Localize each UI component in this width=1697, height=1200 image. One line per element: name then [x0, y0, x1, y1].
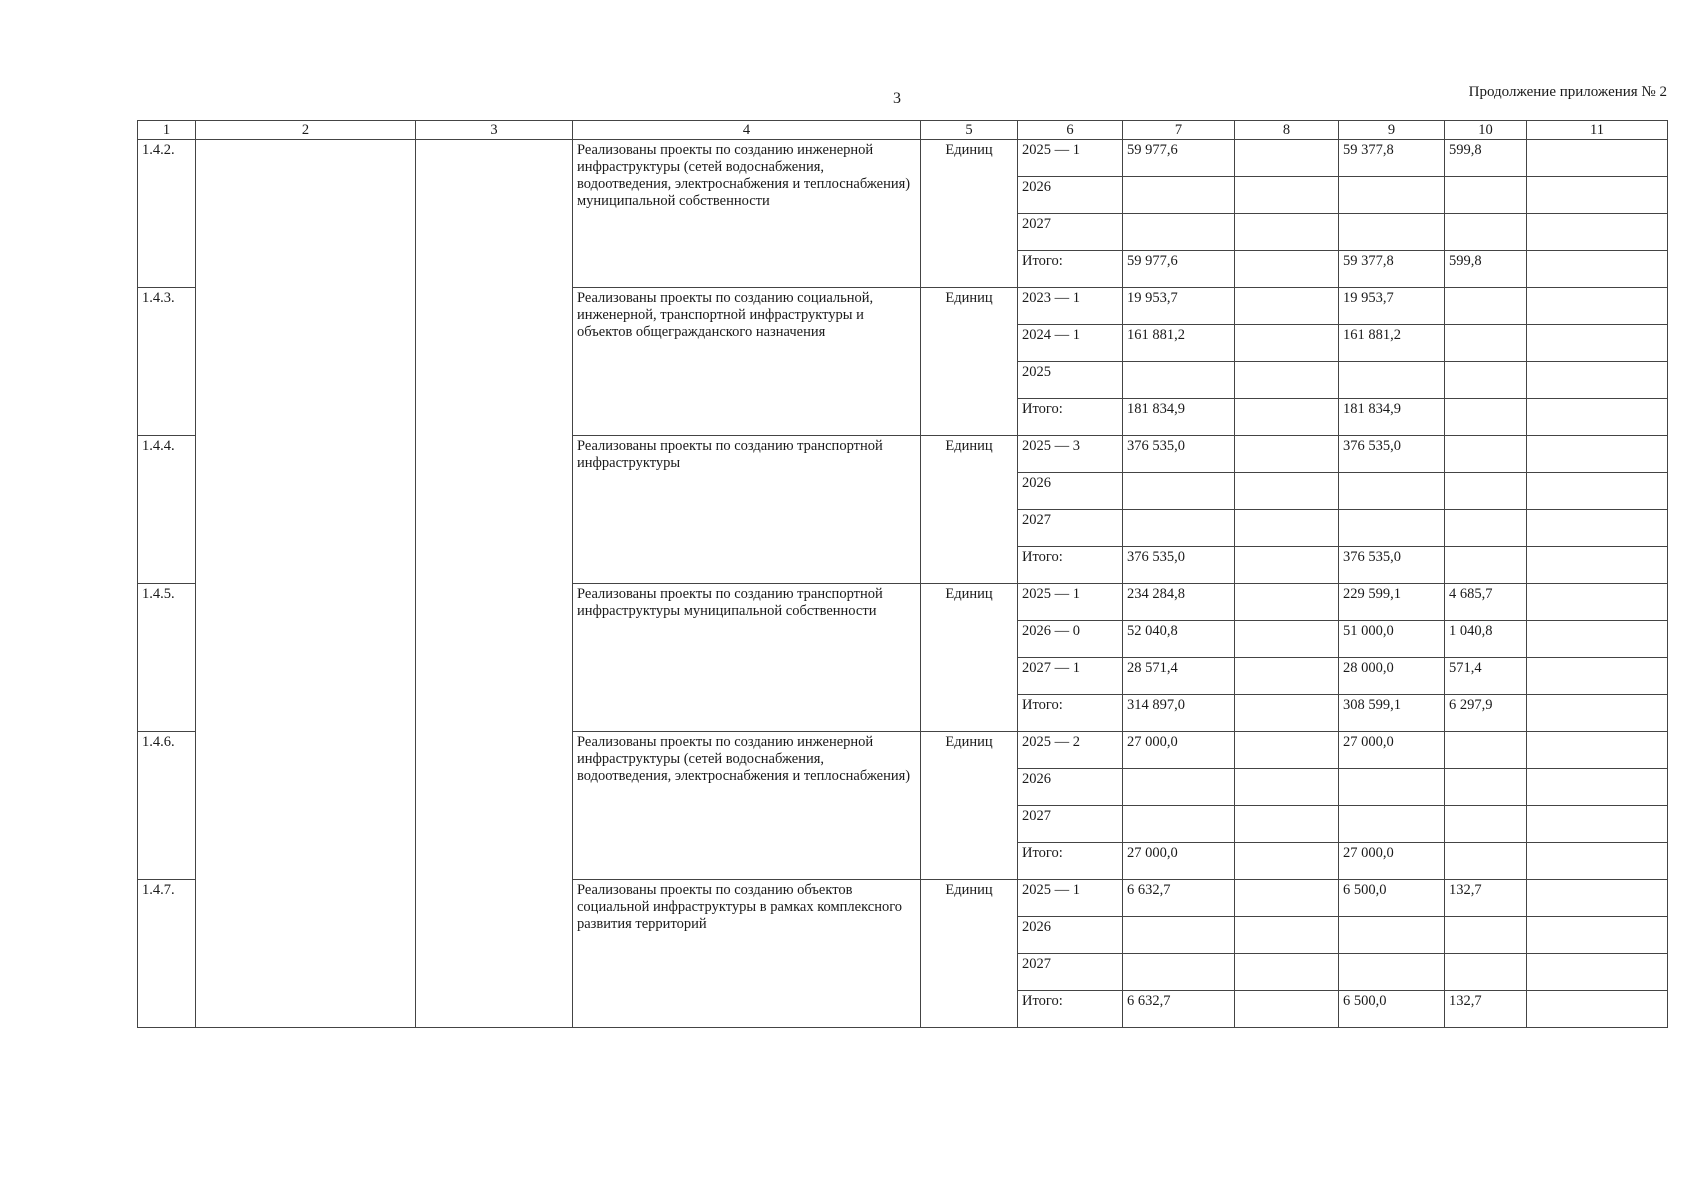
period-cell: Итого: — [1018, 991, 1123, 1028]
value-col-8 — [1235, 177, 1339, 214]
period-cell: 2027 — [1018, 954, 1123, 991]
value-col-8 — [1235, 806, 1339, 843]
value-col-8 — [1235, 658, 1339, 695]
value-col-7: 161 881,2 — [1123, 325, 1235, 362]
value-col-7 — [1123, 214, 1235, 251]
value-col-8 — [1235, 140, 1339, 177]
section-unit: Единиц — [921, 584, 1018, 732]
value-col-11 — [1527, 658, 1668, 695]
value-col-10 — [1445, 954, 1527, 991]
value-col-8 — [1235, 769, 1339, 806]
value-col-9 — [1339, 917, 1445, 954]
section-description: Реализованы проекты по созданию транспортной инфраструктуры муниципальной собственности — [573, 584, 921, 732]
col-header-9: 9 — [1339, 121, 1445, 140]
column-number-row — [138, 121, 1668, 140]
value-col-7 — [1123, 954, 1235, 991]
value-col-9: 59 377,8 — [1339, 140, 1445, 177]
value-col-10 — [1445, 436, 1527, 473]
value-col-7: 6 632,7 — [1123, 880, 1235, 917]
period-cell: 2027 — 1 — [1018, 658, 1123, 695]
value-col-7 — [1123, 362, 1235, 399]
value-col-7 — [1123, 177, 1235, 214]
period-cell: 2027 — [1018, 806, 1123, 843]
value-col-8 — [1235, 251, 1339, 288]
value-col-8 — [1235, 991, 1339, 1028]
section-code: 1.4.5. — [138, 584, 196, 732]
value-col-11 — [1527, 843, 1668, 880]
period-cell: 2023 — 1 — [1018, 288, 1123, 325]
period-cell: 2026 — 0 — [1018, 621, 1123, 658]
value-col-11 — [1527, 991, 1668, 1028]
value-col-11 — [1527, 214, 1668, 251]
value-col-7: 376 535,0 — [1123, 547, 1235, 584]
value-col-8 — [1235, 732, 1339, 769]
value-col-7: 6 632,7 — [1123, 991, 1235, 1028]
value-col-7 — [1123, 473, 1235, 510]
value-col-10: 599,8 — [1445, 140, 1527, 177]
period-cell: 2027 — [1018, 214, 1123, 251]
value-col-8 — [1235, 621, 1339, 658]
value-col-9 — [1339, 954, 1445, 991]
value-col-10: 599,8 — [1445, 251, 1527, 288]
value-col-7: 19 953,7 — [1123, 288, 1235, 325]
section-unit: Единиц — [921, 880, 1018, 1028]
value-col-10 — [1445, 288, 1527, 325]
value-col-9 — [1339, 806, 1445, 843]
value-col-9: 27 000,0 — [1339, 843, 1445, 880]
value-col-10 — [1445, 214, 1527, 251]
value-col-9 — [1339, 769, 1445, 806]
value-col-10: 132,7 — [1445, 880, 1527, 917]
value-col-8 — [1235, 325, 1339, 362]
value-col-9 — [1339, 510, 1445, 547]
section-description: Реализованы проекты по созданию объектов социальной инфраструктуры в рамках комплексного развития территорий — [573, 880, 921, 1028]
value-col-9 — [1339, 362, 1445, 399]
value-col-7: 28 571,4 — [1123, 658, 1235, 695]
period-cell: 2027 — [1018, 510, 1123, 547]
col-header-8: 8 — [1235, 121, 1339, 140]
continuation-label: Продолжение приложения № 2 — [1468, 84, 1667, 100]
section-description: Реализованы проекты по созданию инженерной инфраструктуры (сетей водоснабжения, водоотведения, электроснабжения и теплоснабжения) муниципальной собственности — [573, 140, 921, 288]
value-col-11 — [1527, 547, 1668, 584]
value-col-9: 6 500,0 — [1339, 991, 1445, 1028]
value-col-11 — [1527, 251, 1668, 288]
col-header-11: 11 — [1527, 121, 1668, 140]
value-col-10 — [1445, 473, 1527, 510]
value-col-10 — [1445, 362, 1527, 399]
period-cell: 2026 — [1018, 769, 1123, 806]
value-col-11 — [1527, 806, 1668, 843]
col-header-7: 7 — [1123, 121, 1235, 140]
value-col-10 — [1445, 547, 1527, 584]
value-col-11 — [1527, 140, 1668, 177]
value-col-10: 4 685,7 — [1445, 584, 1527, 621]
value-col-10: 6 297,9 — [1445, 695, 1527, 732]
value-col-8 — [1235, 547, 1339, 584]
section-code: 1.4.2. — [138, 140, 196, 288]
section-code: 1.4.4. — [138, 436, 196, 584]
section-code: 1.4.7. — [138, 880, 196, 1028]
section-description: Реализованы проекты по созданию инженерной инфраструктуры (сетей водоснабжения, водоотведения, электроснабжения и теплоснабжения) — [573, 732, 921, 880]
period-cell: Итого: — [1018, 843, 1123, 880]
col-header-10: 10 — [1445, 121, 1527, 140]
section-unit: Единиц — [921, 732, 1018, 880]
value-col-9: 181 834,9 — [1339, 399, 1445, 436]
value-col-9 — [1339, 214, 1445, 251]
value-col-7: 52 040,8 — [1123, 621, 1235, 658]
value-col-10: 571,4 — [1445, 658, 1527, 695]
value-col-10: 132,7 — [1445, 991, 1527, 1028]
value-col-8 — [1235, 473, 1339, 510]
section-unit: Единиц — [921, 436, 1018, 584]
value-col-7: 27 000,0 — [1123, 843, 1235, 880]
value-col-8 — [1235, 917, 1339, 954]
value-col-9: 6 500,0 — [1339, 880, 1445, 917]
value-col-8 — [1235, 288, 1339, 325]
column-3-cell — [416, 140, 573, 1028]
period-cell: 2024 — 1 — [1018, 325, 1123, 362]
value-col-9: 376 535,0 — [1339, 436, 1445, 473]
value-col-7: 314 897,0 — [1123, 695, 1235, 732]
value-col-8 — [1235, 695, 1339, 732]
value-col-11 — [1527, 288, 1668, 325]
period-cell: 2025 — 3 — [1018, 436, 1123, 473]
value-col-7: 27 000,0 — [1123, 732, 1235, 769]
value-col-10 — [1445, 732, 1527, 769]
table-row — [138, 140, 1668, 177]
value-col-11 — [1527, 473, 1668, 510]
value-col-9: 161 881,2 — [1339, 325, 1445, 362]
period-cell: Итого: — [1018, 399, 1123, 436]
period-cell: 2026 — [1018, 917, 1123, 954]
value-col-7: 59 977,6 — [1123, 140, 1235, 177]
col-header-1: 1 — [138, 121, 196, 140]
value-col-11 — [1527, 399, 1668, 436]
value-col-11 — [1527, 954, 1668, 991]
value-col-9 — [1339, 177, 1445, 214]
value-col-11 — [1527, 362, 1668, 399]
period-cell: 2026 — [1018, 473, 1123, 510]
value-col-9: 308 599,1 — [1339, 695, 1445, 732]
value-col-10: 1 040,8 — [1445, 621, 1527, 658]
value-col-11 — [1527, 880, 1668, 917]
value-col-10 — [1445, 843, 1527, 880]
period-cell: 2025 — 2 — [1018, 732, 1123, 769]
col-header-4: 4 — [573, 121, 921, 140]
col-header-6: 6 — [1018, 121, 1123, 140]
page-number: 3 — [893, 90, 901, 107]
section-description: Реализованы проекты по созданию социальной, инженерной, транспортной инфраструктуры и объектов общегражданского назначения — [573, 288, 921, 436]
value-col-9: 51 000,0 — [1339, 621, 1445, 658]
period-cell: 2025 — [1018, 362, 1123, 399]
value-col-11 — [1527, 769, 1668, 806]
value-col-7 — [1123, 510, 1235, 547]
col-header-2: 2 — [196, 121, 416, 140]
section-code: 1.4.6. — [138, 732, 196, 880]
period-cell: 2026 — [1018, 177, 1123, 214]
value-col-11 — [1527, 584, 1668, 621]
value-col-11 — [1527, 177, 1668, 214]
value-col-8 — [1235, 843, 1339, 880]
period-cell: Итого: — [1018, 695, 1123, 732]
value-col-8 — [1235, 436, 1339, 473]
section-code: 1.4.3. — [138, 288, 196, 436]
value-col-8 — [1235, 362, 1339, 399]
value-col-10 — [1445, 325, 1527, 362]
value-col-11 — [1527, 510, 1668, 547]
value-col-9: 28 000,0 — [1339, 658, 1445, 695]
value-col-7: 376 535,0 — [1123, 436, 1235, 473]
value-col-10 — [1445, 806, 1527, 843]
value-col-9: 229 599,1 — [1339, 584, 1445, 621]
period-cell: 2025 — 1 — [1018, 880, 1123, 917]
value-col-10 — [1445, 917, 1527, 954]
value-col-7 — [1123, 917, 1235, 954]
period-cell: 2025 — 1 — [1018, 584, 1123, 621]
period-cell: 2025 — 1 — [1018, 140, 1123, 177]
value-col-9: 19 953,7 — [1339, 288, 1445, 325]
section-unit: Единиц — [921, 140, 1018, 288]
value-col-7: 234 284,8 — [1123, 584, 1235, 621]
section-description: Реализованы проекты по созданию транспортной инфраструктуры — [573, 436, 921, 584]
value-col-10 — [1445, 399, 1527, 436]
value-col-11 — [1527, 732, 1668, 769]
value-col-8 — [1235, 584, 1339, 621]
value-col-11 — [1527, 695, 1668, 732]
value-col-11 — [1527, 621, 1668, 658]
column-2-cell — [196, 140, 416, 1028]
value-col-7 — [1123, 769, 1235, 806]
value-col-10 — [1445, 510, 1527, 547]
value-col-7 — [1123, 806, 1235, 843]
value-col-8 — [1235, 954, 1339, 991]
col-header-5: 5 — [921, 121, 1018, 140]
value-col-8 — [1235, 880, 1339, 917]
value-col-10 — [1445, 769, 1527, 806]
value-col-7: 59 977,6 — [1123, 251, 1235, 288]
value-col-11 — [1527, 917, 1668, 954]
period-cell: Итого: — [1018, 547, 1123, 584]
value-col-11 — [1527, 325, 1668, 362]
value-col-9: 27 000,0 — [1339, 732, 1445, 769]
value-col-9 — [1339, 473, 1445, 510]
value-col-8 — [1235, 510, 1339, 547]
value-col-11 — [1527, 436, 1668, 473]
value-col-9: 376 535,0 — [1339, 547, 1445, 584]
period-cell: Итого: — [1018, 251, 1123, 288]
value-col-9: 59 377,8 — [1339, 251, 1445, 288]
budget-table — [137, 120, 1668, 1028]
value-col-10 — [1445, 177, 1527, 214]
value-col-8 — [1235, 399, 1339, 436]
value-col-8 — [1235, 214, 1339, 251]
value-col-7: 181 834,9 — [1123, 399, 1235, 436]
col-header-3: 3 — [416, 121, 573, 140]
section-unit: Единиц — [921, 288, 1018, 436]
